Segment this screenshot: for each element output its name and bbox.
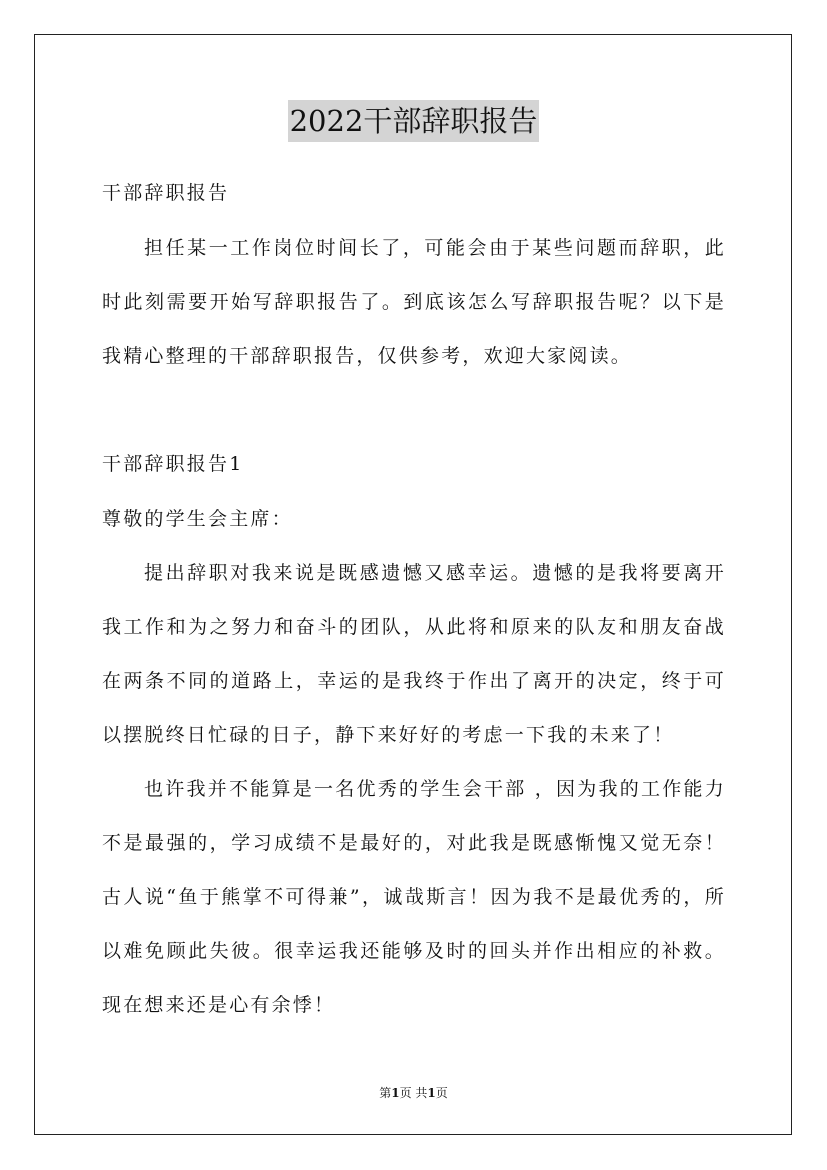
body-paragraph-1: 提出辞职对我来说是既感遗憾又感幸运。遗憾的是我将要离开我工作和为之努力和奋斗的团队，从此将和原来的队友和朋友奋战在两条不同的道路上，幸运的是我终于作出了离开的决定，终于可以摆脱终日忙碌的日子，静下来好好的考虑一下我的未来了！ (102, 562, 726, 746)
body-paragraph-2: 也许我并不能算是一名优秀的学生会干部 ，因为我的工作能力不是最强的，学习成绩不是最好的，对此我是既感惭愧又觉无奈！古人说“鱼于熊掌不可得兼”，诚哉斯言！因为我不是最优秀的，所以难免顾此失彼。很幸运我还能够及时的回头并作出相应的补救。现在想来还是心有余悸！ (102, 778, 726, 1016)
intro-paragraph: 担任某一工作岗位时间长了，可能会由于某些问题而辞职，此时此刻需要开始写辞职报告了。到底该怎么写辞职报告呢？以下是我精心整理的干部辞职报告，仅供参考，欢迎大家阅读。 (102, 237, 726, 367)
page-footer: 第1页 共1页 (379, 1086, 448, 1100)
document-subtitle: 干部辞职报告 (102, 182, 230, 204)
total-page-number: 1 (427, 1086, 436, 1100)
document-title: 2022干部辞职报告 (0, 100, 827, 142)
section-heading: 干部辞职报告1 (102, 453, 244, 475)
salutation: 尊敬的学生会主席： (102, 508, 293, 530)
current-page-number: 1 (391, 1086, 400, 1100)
